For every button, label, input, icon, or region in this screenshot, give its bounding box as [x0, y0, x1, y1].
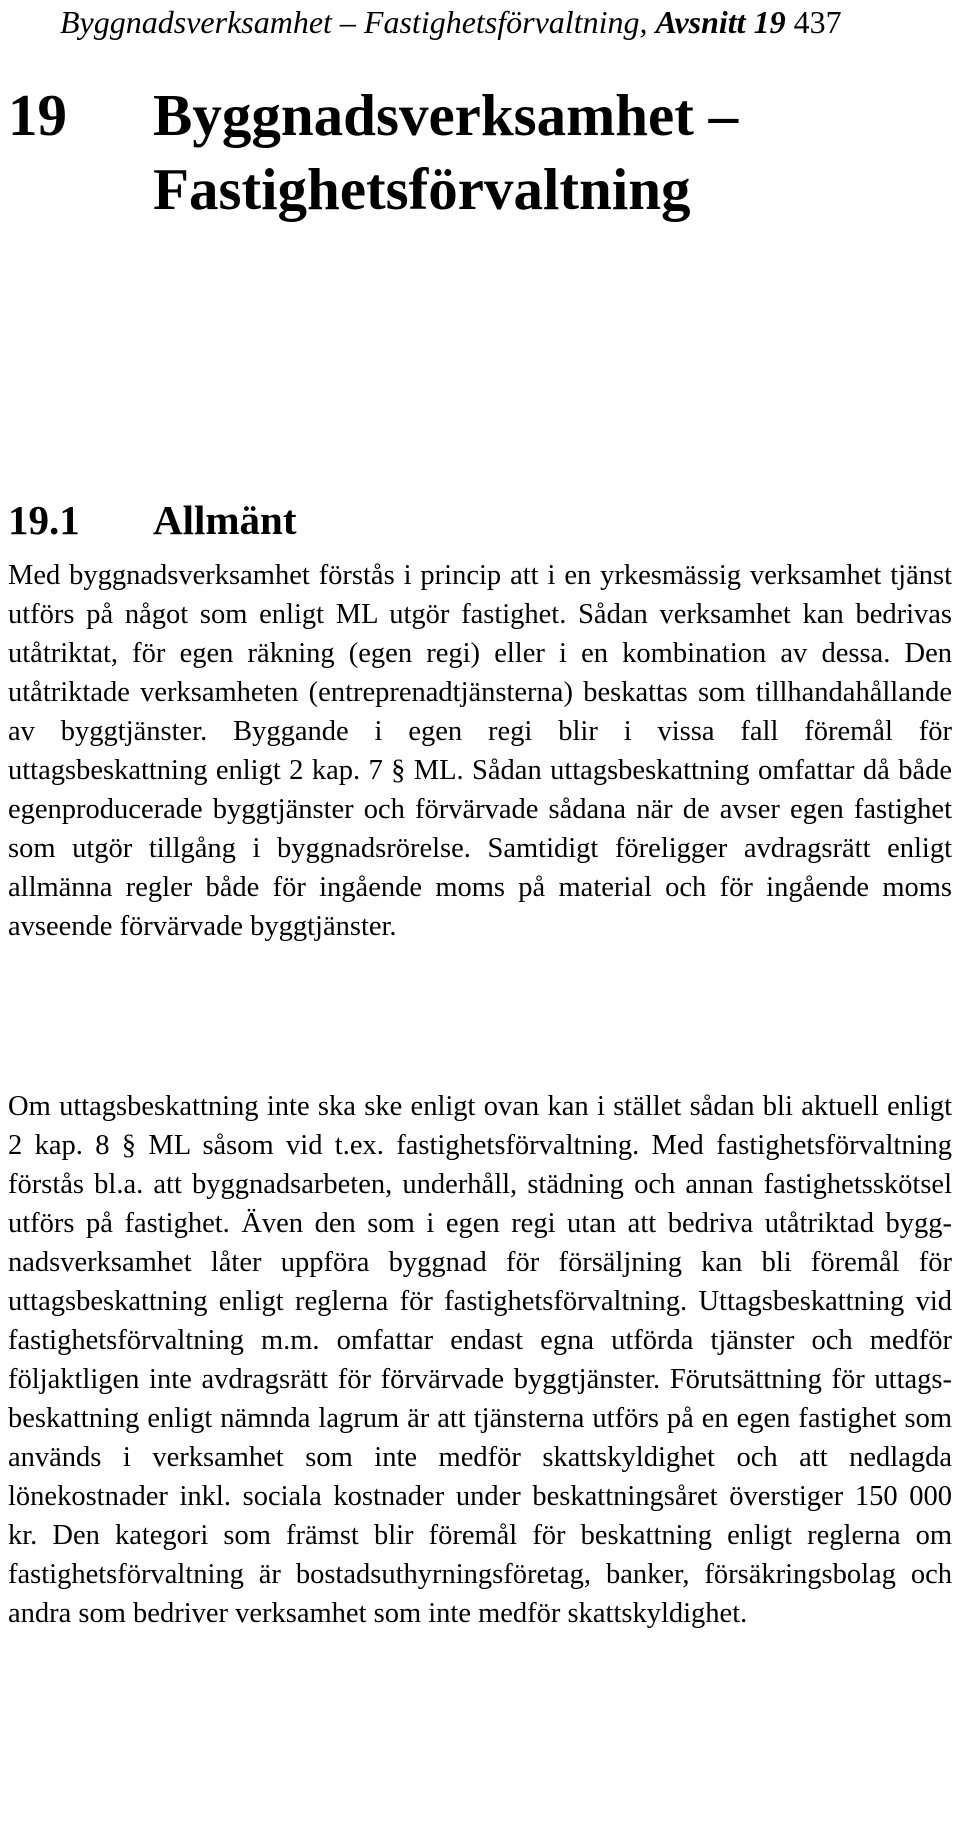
page-number: 437: [793, 4, 842, 40]
body-paragraph: Med byggnadsverksamhet förstås i princip att i en yrkesmässig verksamhet tjänst utförs på något som enligt ML utgör fastighet. Sådan verksamhet kan bedrivas utåtriktat, för egen räkning (egen regi) eller i en kombination av dessa. Den utåtriktade verksamheten (entreprenadtjänsterna) beskattas som tillhandahållande av byggtjänster. Byggande i egen regi blir i vissa fall föremål för uttagsbeskattning enligt 2 kap. 7 § ML. Sådan uttagsbeskattning omfattar då både egenproducerade byggtjänster och förvärvade sådana när de avser egen fastighet som utgör tillgång i byggnadsrörelse. Samtidigt föreligger avdragsrätt enligt allmänna regler både för ingående moms på material och för ingående moms avseende förvärvade byggtjänster.: [8, 560, 952, 942]
running-header-title: Byggnadsverksamhet – Fastighetsförvaltning,: [60, 4, 648, 40]
section-title: Allmänt: [153, 497, 297, 543]
body-paragraph: Om uttagsbeskattning inte ska ske enligt ovan kan i stället sådan bli aktuell enligt 2 kap. 8 § ML såsom vid t.ex. fastighetsförvaltning. Med fastighetsförvaltning förstås bl.a. att byggnadsarbeten, underhåll, städning och annan fastighetsskötsel utförs på fastighet. Även den som i egen regi utan att bedriva utåtriktad byggnadsverksamhet låter uppföra byggnad för försäljning kan bli föremål för uttagsbeskattning enligt reglerna för fastighetsförvaltning. Uttagsbeskattning vid fastighetsförvaltning m.m. omfattar endast egna utförda tjänster och medför följaktligen inte avdragsrätt för förvärvade byggtjänster. Förutsättning för uttagsbeskattning enligt nämnda lagrum är att tjänsterna utförs på en egen fastighet som används i verksamhet som inte medför skattskyldighet och att nedlagda lönekostnader inkl. sociala kostnader under beskattningsåret överstiger 150 000 kr. Den kategori som främst blir föremål för beskattning enligt reglerna om fastighetsförvaltning är bostadsuthyrningsföretag, banker, försäkringsbolag och andra som bedriver verksamhet som inte medför skattskyldighet.: [8, 1091, 952, 1629]
running-header: [60, 4, 950, 40]
chapter-title: Byggnadsverksamhet – Fastighetsförvaltning: [153, 82, 739, 222]
section-number: 19.1: [8, 497, 80, 543]
running-header-section-ref: Avsnitt 19: [655, 4, 786, 40]
chapter-number: 19: [8, 82, 67, 148]
